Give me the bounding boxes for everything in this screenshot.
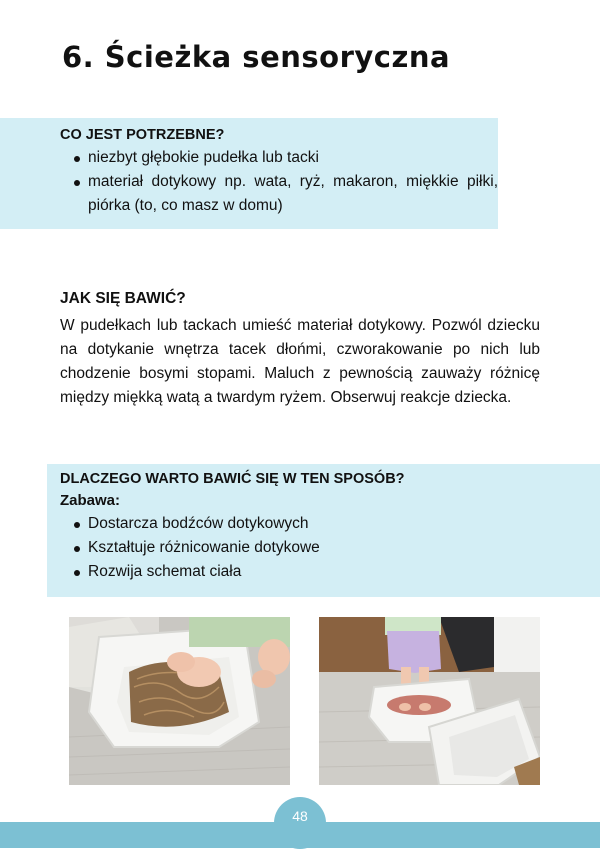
how-to-play-section [60, 284, 540, 410]
page-number: 48 [292, 808, 308, 824]
list-item: Kształtuje różnicowanie dotykowe [60, 536, 600, 560]
page-title: 6. Ścieżka sensoryczna [62, 40, 451, 74]
benefits-list [60, 512, 600, 584]
why-play-box [47, 464, 600, 597]
list-item: Dostarcza bodźców dotykowych [60, 512, 600, 536]
materials-needed-box [0, 118, 498, 229]
photo-hands-in-tray [69, 617, 290, 785]
list-item: materiał dotykowy np. wata, ryż, makaron, miękkie piłki, piórka (to, co masz w domu) [60, 170, 498, 218]
why-heading: DLACZEGO WARTO BAWIĆ SIĘ W TEN SPOSÓB? [60, 471, 405, 487]
list-item: Rozwija schemat ciała [60, 560, 600, 584]
materials-heading: CO JEST POTRZEBNE? [60, 127, 225, 143]
why-subheading: Zabawa: [60, 492, 121, 509]
materials-list [60, 146, 498, 218]
how-to-text: W pudełkach lub tackach umieść materiał dotykowy. Pozwól dziecku na dotykanie wnętrza tacek dłońmi, czworakowanie po nich lub chodzenie bosymi stopami. Maluch z pewnością zauważy różnicę między miękką watą a twardym ryżem. Obserwuj reakcje dziecka. [60, 317, 540, 406]
how-to-heading: JAK SIĘ BAWIĆ? [60, 290, 186, 307]
list-item: niezbyt głębokie pudełka lub tacki [60, 146, 498, 170]
photo-child-standing-in-tray [319, 617, 540, 785]
